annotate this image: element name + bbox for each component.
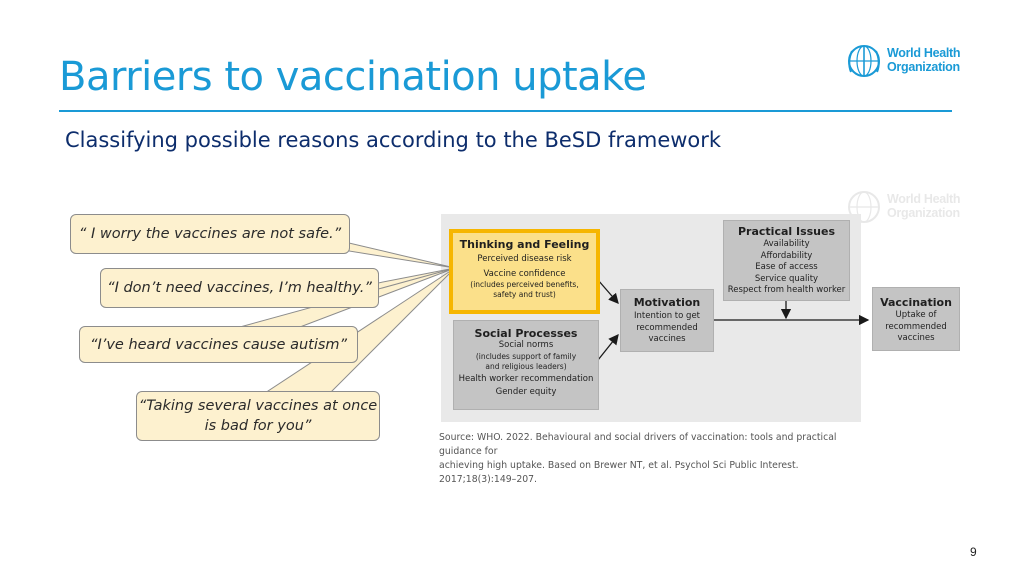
vaccination-heading: Vaccination — [880, 296, 952, 309]
social-line-3: and religious leaders) — [485, 361, 567, 371]
social-line-4: Health worker recommendation — [458, 373, 594, 384]
thinking-feeling-heading: Thinking and Feeling — [459, 238, 590, 251]
quote-vaccine-safety — [70, 214, 350, 254]
vaccination-box — [872, 287, 960, 351]
practical-line-2: Affordability — [760, 250, 813, 261]
arrow-thinking-to-motivation — [598, 280, 618, 303]
social-line-2: (includes support of family — [475, 351, 577, 361]
motivation-line-3: vaccines — [648, 334, 686, 344]
practical-line-4: Service quality — [754, 273, 819, 284]
thinking-line-1: Perceived disease risk — [477, 254, 572, 264]
motivation-line-1: Intention to get — [633, 311, 701, 321]
vaccination-line-3: vaccines — [897, 333, 935, 343]
quote-dont-need-vaccines — [100, 268, 379, 308]
practical-issues-box — [723, 220, 850, 301]
quote-several-vaccines-line-1: “Taking several vaccines at once — [138, 398, 378, 414]
thinking-line-3: (includes perceived benefits, — [470, 280, 579, 289]
slide-title: Barriers to vaccination uptake — [59, 54, 647, 100]
motivation-box — [620, 289, 714, 352]
motivation-heading: Motivation — [633, 296, 701, 309]
practical-line-1: Availability — [763, 239, 810, 249]
quote-autism-text: “I’ve heard vaccines cause autism” — [89, 336, 348, 353]
quote-several-vaccines — [136, 391, 380, 441]
thinking-line-4: safety and trust) — [493, 290, 556, 299]
thinking-line-2: Vaccine confidence — [483, 268, 566, 279]
social-line-1: Social norms — [498, 340, 554, 350]
quote-autism — [79, 326, 358, 363]
social-processes-box — [453, 320, 599, 410]
practical-line-5: Respect from health worker — [727, 285, 846, 295]
vaccination-line-2: recommended — [885, 321, 947, 332]
source-line-2: achieving high uptake. Based on Brewer NT, et al. Psychol Sci Public Interest. 2017;18(3):149–207. — [439, 460, 799, 485]
callout-tail-1 — [349, 243, 455, 268]
social-processes-heading: Social Processes — [474, 327, 578, 340]
quote-vaccine-safety-text: “ I worry the vaccines are not safe.” — [78, 226, 342, 242]
logo-line-1: World Health — [887, 46, 961, 60]
arrow-social-to-motivation — [598, 335, 618, 360]
thinking-feeling-box — [449, 229, 600, 314]
quote-several-vaccines-line-2: is bad for you” — [204, 418, 312, 434]
practical-line-3: Ease of access — [755, 262, 818, 272]
social-line-5: Gender equity — [495, 387, 557, 397]
logo-line-2: Organization — [887, 60, 960, 74]
page-number: 9 — [970, 545, 977, 559]
quote-dont-need-vaccines-text: “I don’t need vaccines, I’m healthy.” — [107, 280, 372, 296]
slide-subtitle: Classifying possible reasons according to the BeSD framework — [65, 128, 722, 152]
logo-watermark-line-1: World Health — [887, 192, 961, 206]
source-citation — [439, 431, 869, 487]
vaccination-line-1: Uptake of — [895, 310, 937, 320]
source-line-1: Source: WHO. 2022. Behavioural and social drivers of vaccination: tools and practical guidance for — [439, 432, 837, 457]
practical-issues-heading: Practical Issues — [737, 225, 836, 238]
logo-watermark-line-2: Organization — [887, 206, 960, 220]
motivation-line-2: recommended — [636, 322, 698, 333]
